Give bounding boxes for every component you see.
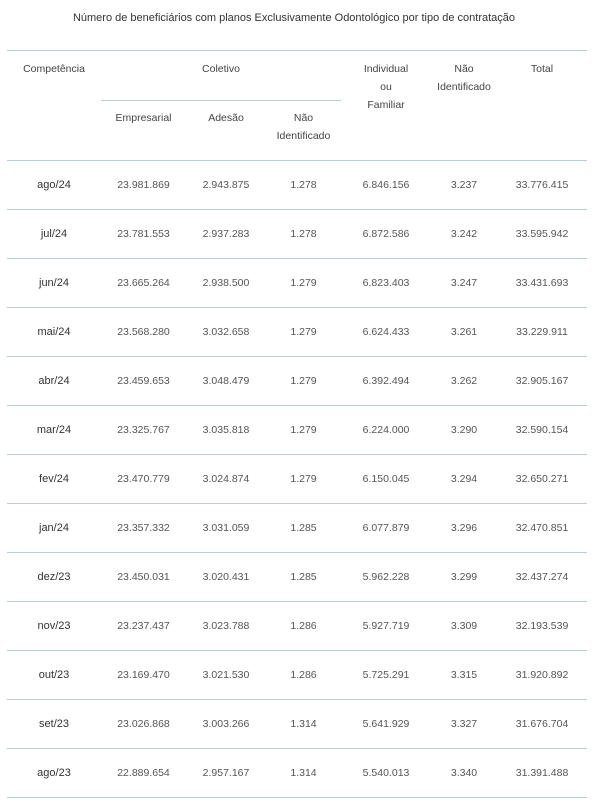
cell-nao-id-coletivo: 1.278 xyxy=(266,210,341,259)
cell-individual: 5.641.929 xyxy=(341,700,431,749)
cell-total: 31.676.704 xyxy=(497,700,587,749)
cell-individual: 5.927.719 xyxy=(341,602,431,651)
table-row xyxy=(7,749,587,798)
cell-adesao: 3.048.479 xyxy=(186,357,266,406)
cell-empresarial: 23.470.779 xyxy=(101,455,186,504)
table-title: Número de beneficiários com planos Exclusivamente Odontológico por tipo de contratação xyxy=(72,12,516,24)
cell-adesao: 3.032.658 xyxy=(186,308,266,357)
table-row xyxy=(7,700,587,749)
cell-competencia: mar/24 xyxy=(7,406,101,455)
cell-individual: 6.823.403 xyxy=(341,259,431,308)
cell-competencia: fev/24 xyxy=(7,455,101,504)
cell-nao-id: 3.315 xyxy=(431,651,497,700)
cell-nao-id: 3.290 xyxy=(431,406,497,455)
header-total: Total xyxy=(497,51,587,161)
cell-competencia: ago/23 xyxy=(7,749,101,798)
cell-individual: 6.077.879 xyxy=(341,504,431,553)
cell-empresarial: 23.237.437 xyxy=(101,602,186,651)
table-row xyxy=(7,210,587,259)
table-row xyxy=(7,259,587,308)
cell-individual: 5.725.291 xyxy=(341,651,431,700)
cell-nao-id-coletivo: 1.286 xyxy=(266,602,341,651)
header-adesao: Adesão xyxy=(186,101,266,161)
cell-competencia: jan/24 xyxy=(7,504,101,553)
header-nao-identificado: Não Identificado xyxy=(431,51,497,161)
cell-adesao: 3.003.266 xyxy=(186,700,266,749)
cell-empresarial: 23.781.553 xyxy=(101,210,186,259)
cell-adesao: 3.024.874 xyxy=(186,455,266,504)
cell-adesao: 2.938.500 xyxy=(186,259,266,308)
cell-competencia: mai/24 xyxy=(7,308,101,357)
cell-adesao: 2.957.167 xyxy=(186,749,266,798)
header-nao-identificado-coletivo: Não Identificado xyxy=(266,101,341,161)
cell-total: 32.650.271 xyxy=(497,455,587,504)
cell-nao-id: 3.340 xyxy=(431,749,497,798)
cell-adesao: 3.020.431 xyxy=(186,553,266,602)
cell-empresarial: 23.450.031 xyxy=(101,553,186,602)
cell-total: 33.229.911 xyxy=(497,308,587,357)
cell-nao-id-coletivo: 1.279 xyxy=(266,357,341,406)
cell-empresarial: 23.459.653 xyxy=(101,357,186,406)
cell-empresarial: 23.665.264 xyxy=(101,259,186,308)
cell-total: 33.776.415 xyxy=(497,161,587,210)
cell-adesao: 3.023.788 xyxy=(186,602,266,651)
cell-nao-id-coletivo: 1.279 xyxy=(266,406,341,455)
cell-adesao: 2.943.875 xyxy=(186,161,266,210)
cell-nao-id: 3.294 xyxy=(431,455,497,504)
table-row xyxy=(7,357,587,406)
header-empresarial: Empresarial xyxy=(101,101,186,161)
cell-empresarial: 23.568.280 xyxy=(101,308,186,357)
cell-empresarial: 23.325.767 xyxy=(101,406,186,455)
cell-individual: 6.624.433 xyxy=(341,308,431,357)
cell-nao-id-coletivo: 1.314 xyxy=(266,700,341,749)
cell-adesao: 3.035.818 xyxy=(186,406,266,455)
cell-nao-id-coletivo: 1.279 xyxy=(266,455,341,504)
cell-individual: 5.540.013 xyxy=(341,749,431,798)
cell-nao-id: 3.262 xyxy=(431,357,497,406)
cell-total: 32.470.851 xyxy=(497,504,587,553)
cell-individual: 6.150.045 xyxy=(341,455,431,504)
cell-adesao: 3.021.530 xyxy=(186,651,266,700)
header-individual-familiar: Individual ou Familiar xyxy=(341,51,431,161)
table-header xyxy=(7,51,587,161)
cell-competencia: set/23 xyxy=(7,700,101,749)
cell-total: 32.905.167 xyxy=(497,357,587,406)
table-row xyxy=(7,553,587,602)
cell-competencia: nov/23 xyxy=(7,602,101,651)
cell-nao-id: 3.237 xyxy=(431,161,497,210)
cell-nao-id-coletivo: 1.279 xyxy=(266,308,341,357)
cell-total: 33.595.942 xyxy=(497,210,587,259)
table-row xyxy=(7,651,587,700)
cell-nao-id: 3.247 xyxy=(431,259,497,308)
table-row xyxy=(7,161,587,210)
cell-empresarial: 23.981.869 xyxy=(101,161,186,210)
cell-empresarial: 23.357.332 xyxy=(101,504,186,553)
cell-total: 31.920.892 xyxy=(497,651,587,700)
cell-nao-id-coletivo: 1.279 xyxy=(266,259,341,308)
cell-competencia: jun/24 xyxy=(7,259,101,308)
table-row xyxy=(7,455,587,504)
cell-nao-id-coletivo: 1.286 xyxy=(266,651,341,700)
cell-individual: 5.962.228 xyxy=(341,553,431,602)
cell-competencia: dez/23 xyxy=(7,553,101,602)
cell-individual: 6.392.494 xyxy=(341,357,431,406)
cell-total: 32.590.154 xyxy=(497,406,587,455)
cell-empresarial: 22.889.654 xyxy=(101,749,186,798)
cell-individual: 6.872.586 xyxy=(341,210,431,259)
header-coletivo: Coletivo xyxy=(202,63,240,75)
cell-total: 32.437.274 xyxy=(497,553,587,602)
header-competencia: Competência xyxy=(7,51,101,161)
cell-nao-id-coletivo: 1.278 xyxy=(266,161,341,210)
cell-empresarial: 23.026.868 xyxy=(101,700,186,749)
cell-total: 31.391.488 xyxy=(497,749,587,798)
table-row xyxy=(7,504,587,553)
cell-nao-id: 3.309 xyxy=(431,602,497,651)
cell-individual: 6.846.156 xyxy=(341,161,431,210)
table-row xyxy=(7,308,587,357)
cell-adesao: 2.937.283 xyxy=(186,210,266,259)
table-body xyxy=(7,161,587,798)
cell-empresarial: 23.169.470 xyxy=(101,651,186,700)
table-row xyxy=(7,406,587,455)
cell-nao-id: 3.296 xyxy=(431,504,497,553)
cell-nao-id-coletivo: 1.285 xyxy=(266,504,341,553)
cell-adesao: 3.031.059 xyxy=(186,504,266,553)
cell-nao-id-coletivo: 1.314 xyxy=(266,749,341,798)
cell-total: 33.431.693 xyxy=(497,259,587,308)
cell-nao-id-coletivo: 1.285 xyxy=(266,553,341,602)
cell-total: 32.193.539 xyxy=(497,602,587,651)
cell-nao-id: 3.327 xyxy=(431,700,497,749)
cell-nao-id: 3.261 xyxy=(431,308,497,357)
beneficiaries-table xyxy=(7,50,587,798)
cell-competencia: ago/24 xyxy=(7,161,101,210)
cell-nao-id: 3.299 xyxy=(431,553,497,602)
cell-nao-id: 3.242 xyxy=(431,210,497,259)
cell-competencia: abr/24 xyxy=(7,357,101,406)
cell-competencia: out/23 xyxy=(7,651,101,700)
table-row xyxy=(7,602,587,651)
cell-individual: 6.224.000 xyxy=(341,406,431,455)
cell-competencia: jul/24 xyxy=(7,210,101,259)
